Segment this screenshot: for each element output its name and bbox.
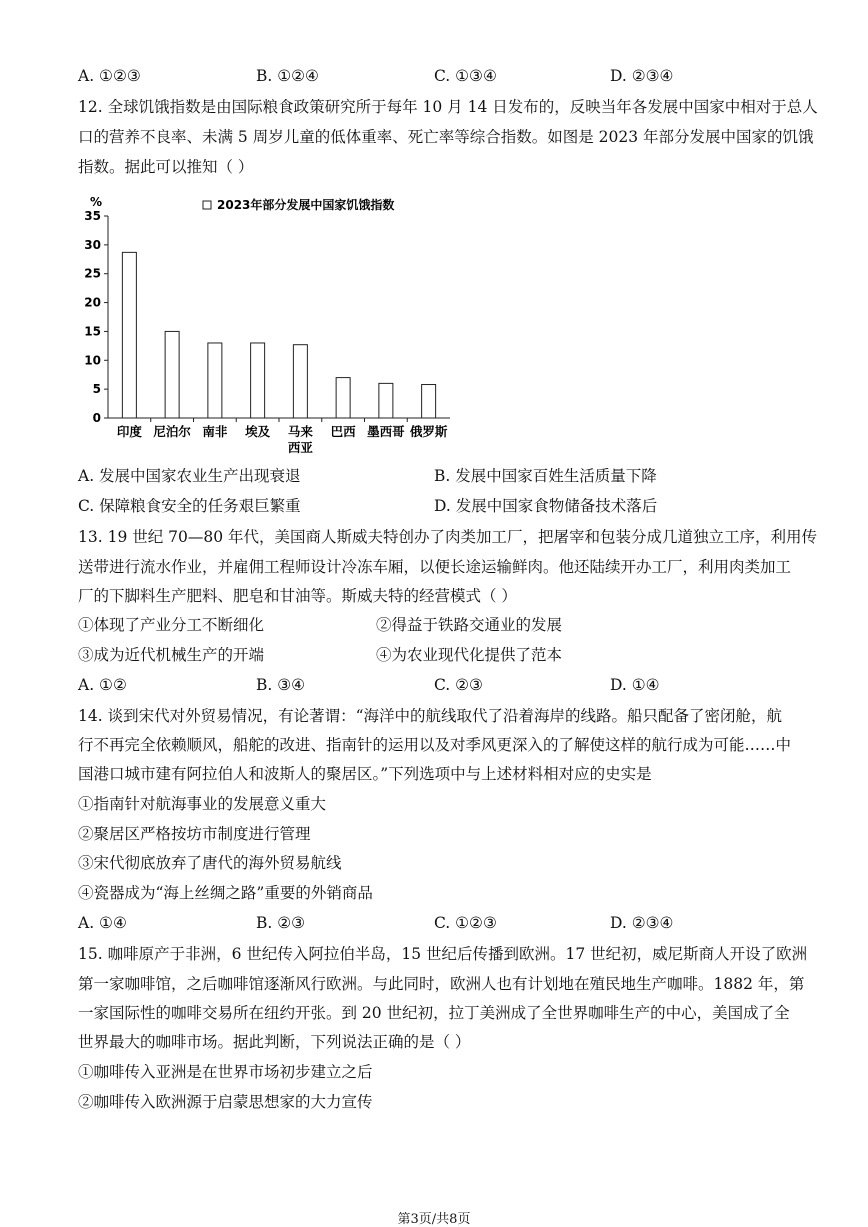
x-tick-label: 尼泊尔 [153, 424, 191, 439]
q14-statement-2: ②聚居区严格按坊市制度进行管理 [78, 825, 311, 843]
chart-ylabel: % [90, 195, 103, 209]
bar [122, 252, 136, 418]
q13-stem-line-1: 13. 19 世纪 70—80 年代，美国商人斯威夫特创办了肉类加工厂，把屠宰和包装分成几道独立工序，利用传 [78, 528, 818, 546]
y-tick-label: 15 [84, 324, 101, 339]
q14-statement-1: ①指南针对航海事业的发展意义重大 [78, 795, 327, 813]
q15-stem-line-3: 一家国际性的咖啡交易所在纽约开张。到 20 世纪初，拉丁美洲成了全世界咖啡生产的中心，美国成了全 [78, 1004, 790, 1022]
x-tick-label: 俄罗斯 [409, 424, 448, 439]
y-tick-label: 0 [92, 411, 101, 425]
x-tick-label: 马来西亚 [287, 424, 313, 454]
q11-option-b[interactable]: B. ①②④ [256, 67, 319, 85]
q13-option-d[interactable]: D. ①④ [610, 676, 660, 694]
q14-option-b[interactable]: B. ②③ [256, 914, 306, 932]
q15-stem-line-1: 15. 咖啡原产于非洲，6 世纪传入阿拉伯半岛，15 世纪后传播到欧洲。17 世纪初，威尼斯商人开设了欧洲 [78, 945, 808, 963]
y-tick-label: 20 [84, 295, 101, 310]
q13-statements-row-1 [78, 615, 798, 635]
x-tick-label: 墨西哥 [367, 424, 405, 439]
q12-option-a[interactable]: A. 发展中国家农业生产出现衰退 [78, 467, 301, 485]
page-footer: 第3页/共8页 [397, 1212, 471, 1227]
q14-option-a[interactable]: A. ①④ [78, 914, 127, 932]
legend-swatch [203, 201, 211, 209]
q13-option-c[interactable]: C. ②③ [434, 676, 483, 694]
bar [293, 345, 307, 418]
q15-statement-1: ①咖啡传入亚洲是在世界市场初步建立之后 [78, 1063, 373, 1081]
q12-option-d[interactable]: D. 发展中国家食物储备技术落后 [434, 497, 658, 515]
y-tick-label: 10 [84, 353, 101, 368]
chart-title: 2023年部分发展中国家饥饿指数 [217, 198, 395, 212]
q14-option-d[interactable]: D. ②③④ [610, 914, 674, 932]
y-tick-label: 30 [84, 237, 101, 252]
q14-statement-3: ③宋代彻底放弃了唐代的海外贸易航线 [78, 854, 342, 872]
q14-options [78, 913, 798, 933]
q11-options [78, 66, 798, 86]
hunger-index-bar-chart [78, 192, 478, 454]
q13-statement-2: ②得益于铁路交通业的发展 [376, 616, 563, 634]
q14-stem-line-3: 国港口城市建有阿拉伯人和波斯人的聚居区。”下列选项中与上述材料相对应的史实是 [78, 765, 652, 783]
q15-statement-2: ②咖啡传入欧洲源于启蒙思想家的大力宣传 [78, 1093, 373, 1111]
q11-option-a[interactable]: A. ①②③ [78, 67, 141, 85]
bar [165, 331, 179, 418]
q12-stem-line-1: 12. 全球饥饿指数是由国际粮食政策研究所于每年 10 月 14 日发布的，反映当年各发展中国家中相对于总人 [78, 98, 818, 116]
q13-statements-row-2 [78, 645, 798, 665]
q14-statement-4: ④瓷器成为“海上丝绸之路”重要的外销商品 [78, 884, 373, 902]
bar [422, 385, 436, 418]
bar [336, 378, 350, 418]
q13-statement-3: ③成为近代机械生产的开端 [78, 646, 265, 664]
q13-option-a[interactable]: A. ①② [78, 676, 127, 694]
q12-options-row-1 [78, 466, 798, 486]
q12-options-row-2 [78, 496, 798, 516]
q11-option-c[interactable]: C. ①③④ [434, 67, 497, 85]
y-tick-label: 35 [84, 209, 101, 223]
q12-stem-line-2: 口的营养不良率、未满 5 周岁儿童的低体重率、死亡率等综合指数。如图是 2023 年部分发展中国家的饥饿 [78, 128, 814, 146]
q13-stem-line-3: 厂的下脚料生产肥料、肥皂和甘油等。斯威夫特的经营模式（ ） [78, 587, 517, 605]
x-tick-label: 埃及 [245, 424, 271, 439]
q14-stem-line-2: 行不再完全依赖顺风，船舵的改进、指南针的运用以及对季风更深入的了解使这样的航行成为可能……中 [78, 736, 792, 754]
q14-option-c[interactable]: C. ①②③ [434, 914, 497, 932]
q15-stem-line-4: 世界最大的咖啡市场。据此判断，下列说法正确的是（ ） [78, 1033, 471, 1051]
bar [208, 343, 222, 418]
x-tick-label: 南非 [202, 424, 228, 439]
q13-statement-4: ④为农业现代化提供了范本 [376, 646, 563, 664]
q12-stem-line-3: 指数。据此可以推知（ ） [78, 158, 254, 176]
q11-option-d[interactable]: D. ②③④ [610, 67, 674, 85]
y-tick-label: 5 [92, 382, 101, 397]
q13-option-b[interactable]: B. ③④ [256, 676, 306, 694]
bar [379, 383, 393, 418]
q12-option-b[interactable]: B. 发展中国家百姓生活质量下降 [434, 467, 657, 485]
y-tick-label: 25 [84, 266, 101, 281]
q13-statement-1: ①体现了产业分工不断细化 [78, 616, 265, 634]
bar [251, 343, 265, 418]
q14-stem-line-1: 14. 谈到宋代对外贸易情况，有论著谓：“海洋中的航线取代了沿着海岸的线路。船只配备了密闭舱，航 [78, 707, 783, 725]
q12-option-c[interactable]: C. 保障粮食安全的任务艰巨繁重 [78, 497, 301, 515]
x-tick-label: 巴西 [330, 424, 356, 439]
q15-stem-line-2: 第一家咖啡馆，之后咖啡馆逐渐风行欧洲。与此同时，欧洲人也有计划地在殖民地生产咖啡。1882 年，第 [78, 975, 805, 993]
q13-stem-line-2: 送带进行流水作业，并雇佣工程师设计冷冻车厢，以便长途运输鲜肉。他还陆续开办工厂，利用肉类加工 [78, 558, 792, 576]
q13-options [78, 675, 798, 695]
x-tick-label: 印度 [116, 424, 142, 439]
